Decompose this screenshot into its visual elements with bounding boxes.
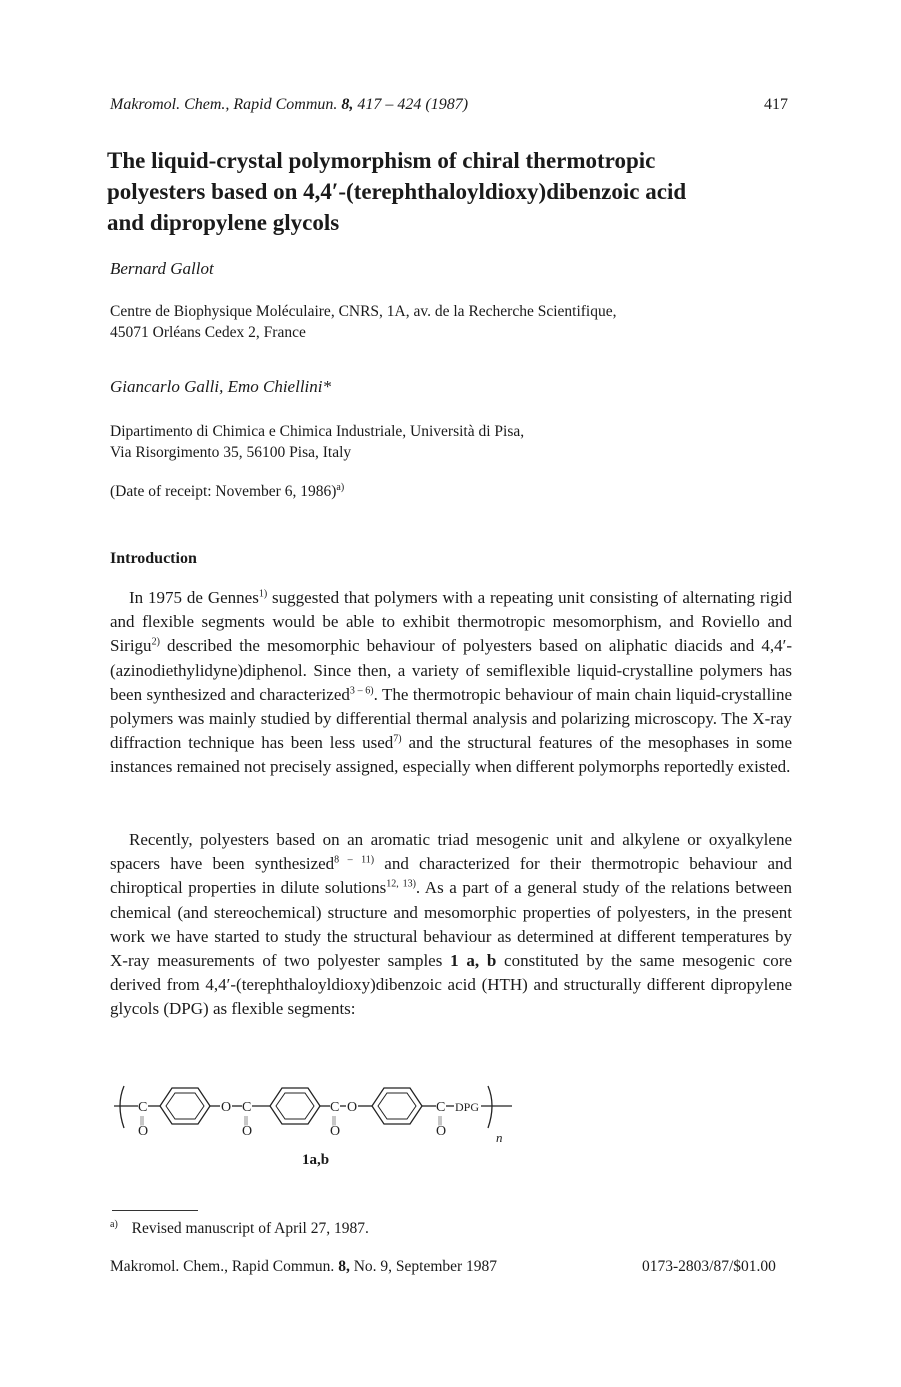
- carbon-2: C: [242, 1100, 252, 1115]
- double-bond-1: ||: [140, 1115, 145, 1126]
- reference-mark: 3 – 6): [349, 685, 374, 697]
- reference-mark: 7): [393, 733, 402, 745]
- reference-mark: 12, 13): [386, 878, 416, 890]
- oxygen-2: O: [221, 1100, 232, 1115]
- oxygen-6: O: [436, 1124, 447, 1139]
- footer-journal: Makromol. Chem., Rapid Commun.: [110, 1258, 335, 1275]
- right-bracket: [488, 1086, 492, 1128]
- benzene-ring-2-inner: [276, 1093, 314, 1119]
- oxygen-4: O: [330, 1124, 341, 1139]
- affiliation-line: Via Risorgimento 35, 56100 Pisa, Italy: [110, 444, 352, 461]
- affiliation-line: Centre de Biophysique Moléculaire, CNRS, 1A, av. de la Recherche Scientifique,: [110, 303, 617, 320]
- text-run: described the mesomorphic behaviour of polyesters based on aliphatic diacids and 4,4′-(azinodiethylidyne)diphenol. Since then, a variety of semiflexible liquid-crystalline polymers has been synthesized and characterized: [110, 636, 792, 704]
- text-run: constituted by the same mesogenic core derived from 4,4′-(terephthaloyldioxy)dibenzoic acid (HTH) and structurally different dipropylene glycols (DPG) as flexible segments:: [110, 951, 792, 1019]
- text-run: In 1975 de Gennes: [129, 588, 259, 607]
- section-heading: Introduction: [110, 550, 197, 567]
- compound-label: 1a,b: [302, 1152, 330, 1168]
- carbon-3: C: [330, 1100, 340, 1115]
- page-number: 417: [764, 96, 788, 113]
- paragraph: [110, 828, 792, 1022]
- footer-volume: 8,: [338, 1258, 350, 1275]
- carbon-1: C: [138, 1100, 148, 1115]
- journal-name: Makromol. Chem., Rapid Commun.: [110, 96, 338, 113]
- paragraph: [110, 586, 792, 780]
- footer-issue: No. 9, September 1987: [353, 1258, 498, 1275]
- text-run: . As a part of a general study of the relations between chemical (and stereochemical) structure and mesomorphic properties of polyesters, in the present work we have started to study the structural behaviour as determined at different temperatures by X-ray measurements of two polyester samples: [110, 878, 792, 971]
- title-line: and dipropylene glycols: [107, 210, 340, 235]
- text-run: . The thermotropic behaviour of main chain liquid-crystalline polymers was mainly studied by differential thermal analysis and polarizing microscopy. The X-ray diffraction technique has been less used: [110, 684, 792, 753]
- text-run: Recently, polyesters based on an aromatic triad mesogenic unit and alkylene or oxyalkylene spacers have been synthesized: [110, 830, 792, 874]
- footnote-mark: a): [110, 1219, 118, 1230]
- receipt-footnote-mark: a): [336, 482, 345, 493]
- footnote: [110, 1219, 369, 1238]
- journal-header: [110, 96, 468, 114]
- benzene-ring-3-inner: [378, 1093, 416, 1119]
- footer-citation: [110, 1258, 497, 1276]
- reference-mark: 8 – 11): [334, 854, 375, 866]
- author-name: Giancarlo Galli, Emo Chiellini*: [110, 377, 331, 396]
- footnote-text: Revised manuscript of April 27, 1987.: [131, 1220, 369, 1238]
- reference-mark: 2): [151, 636, 160, 648]
- compound-ref: 1 a, b: [450, 951, 497, 971]
- paper-title: [107, 145, 797, 238]
- footnote-divider: [112, 1210, 198, 1211]
- journal-pages-year: 417 – 424 (1987): [357, 96, 469, 113]
- intro-paragraph-1: [110, 586, 792, 780]
- date-of-receipt: [110, 482, 344, 501]
- text-run: and characterized for their thermotropic behaviour and chiroptical properties in dilute solutions: [110, 854, 792, 898]
- carbon-4: C: [436, 1100, 446, 1115]
- reference-mark: 1): [258, 588, 268, 600]
- left-bracket: [120, 1086, 124, 1128]
- footer-code: 0173-2803/87/$01.00: [642, 1258, 776, 1275]
- text-run: and the structural features of the mesophases in some instances remained not precisely assigned, especially when different polymorphs reportedly existed.: [110, 733, 792, 777]
- journal-volume: 8,: [341, 96, 354, 113]
- oxygen-3: O: [242, 1124, 253, 1139]
- spacer-label: DPG: [455, 1100, 480, 1114]
- oxygen-1: O: [138, 1124, 149, 1139]
- receipt-text: (Date of receipt: November 6, 1986): [110, 483, 337, 501]
- affiliation-line: 45071 Orléans Cedex 2, France: [110, 324, 306, 341]
- affiliation: [110, 421, 524, 463]
- text-run: suggested that polymers with a repeating unit consisting of alternating rigid and flexible segments would be able to exhibit thermotropic mesomorphism, and Roviello and Sirigu: [110, 588, 792, 656]
- affiliation-line: Dipartimento di Chimica e Chimica Industriale, Università di Pisa,: [110, 423, 525, 440]
- title-line: polyesters based on 4,4′-(terephthaloyldioxy)dibenzoic acid: [107, 179, 687, 204]
- double-bond-2: ||: [244, 1115, 249, 1126]
- title-line: The liquid-crystal polymorphism of chiral thermotropic: [107, 148, 656, 173]
- oxygen-5: O: [347, 1100, 358, 1115]
- affiliation: [110, 301, 616, 343]
- double-bond-4: ||: [438, 1115, 443, 1126]
- repeat-subscript: n: [496, 1130, 503, 1145]
- intro-paragraph-2: [110, 828, 792, 1022]
- benzene-ring-1-inner: [166, 1093, 204, 1119]
- double-bond-3: ||: [332, 1115, 337, 1126]
- author-name: Bernard Gallot: [110, 259, 214, 278]
